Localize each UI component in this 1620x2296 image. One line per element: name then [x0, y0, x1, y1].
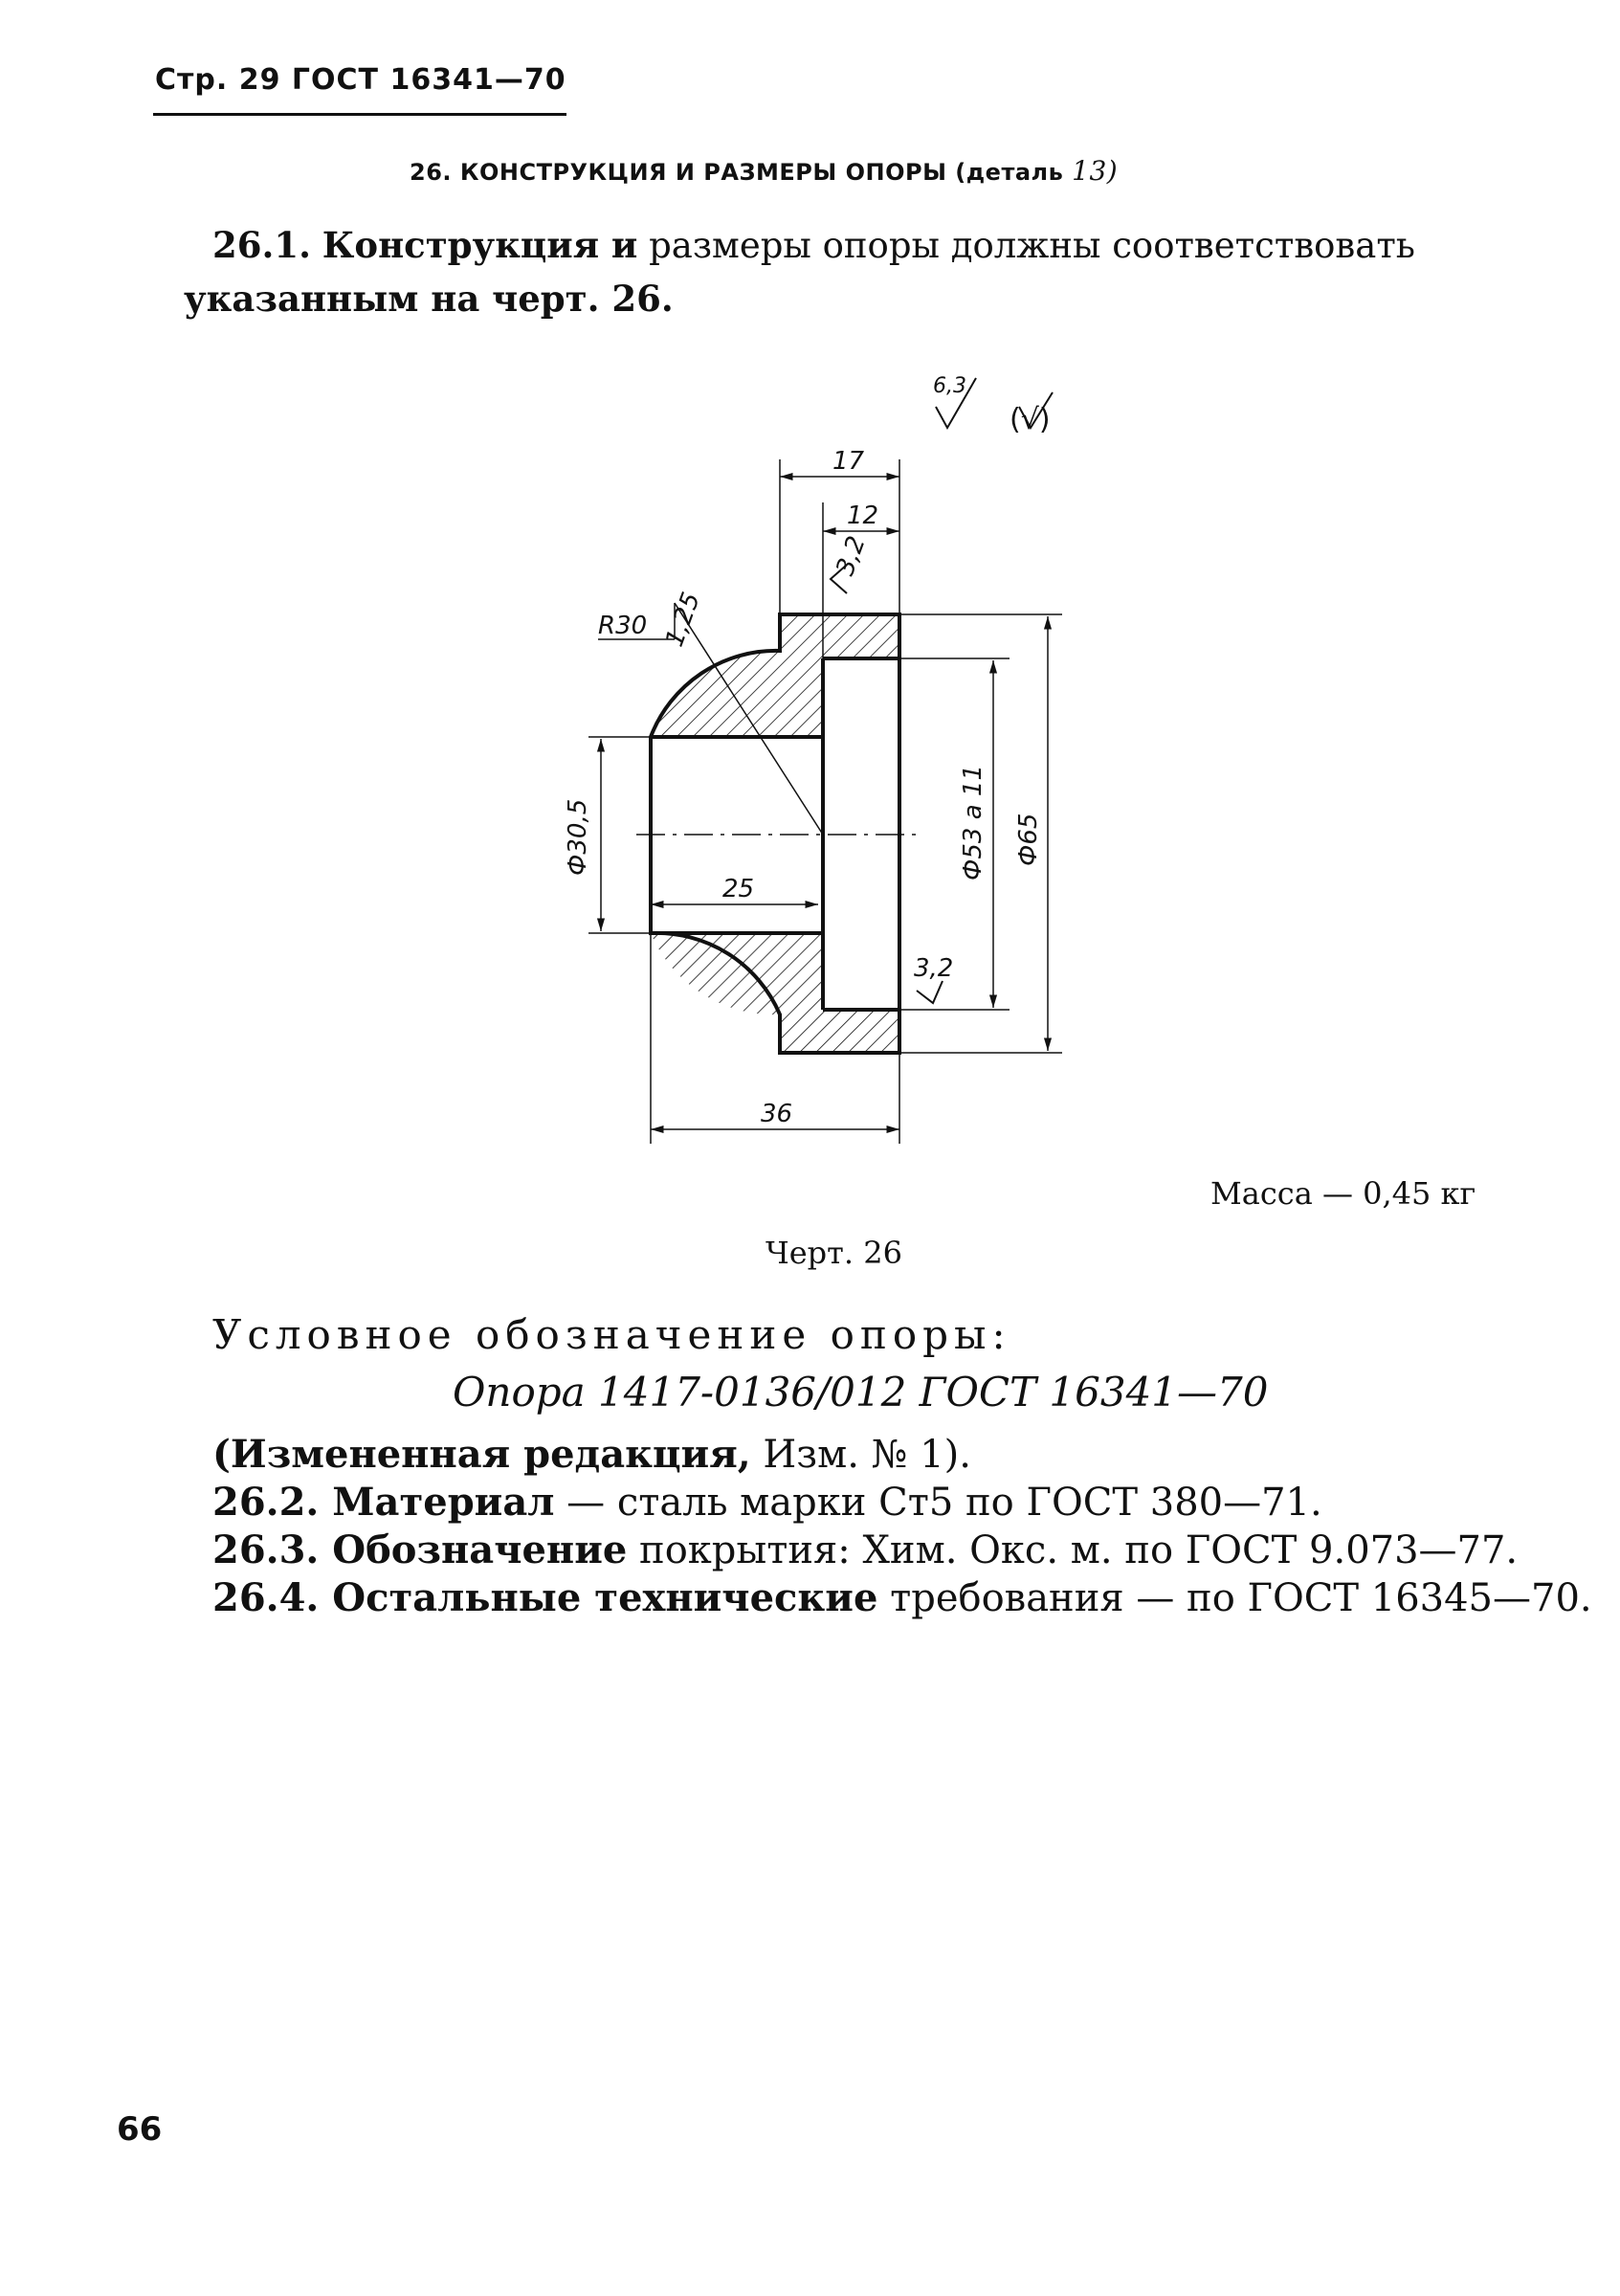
clause-26-1-line2: указанным на черт. 26. [184, 278, 674, 320]
amendment-bold: (Измененная редакция, [212, 1432, 751, 1477]
amendment-note [212, 1431, 1592, 1479]
figure-caption: Черт. 26 [766, 1235, 902, 1271]
dim-17: 17 [832, 447, 865, 476]
clause-26-3-rest: покрытия: Хим. Окс. м. по ГОСТ 9.073—77. [627, 1528, 1519, 1572]
clause-26-2-bold: 26.2. Материал [212, 1480, 555, 1525]
clause-26-2 [212, 1479, 1592, 1527]
clauses-block [212, 1431, 1592, 1622]
roughness-general: 6,3 [933, 374, 966, 398]
dim-d65: Ф65 [1014, 813, 1043, 866]
clause-26-1-number: 26.1. [212, 224, 311, 266]
clause-26-3-bold: 26.3. Обозначение [212, 1527, 628, 1572]
section-title-ref: 13) [1072, 155, 1119, 187]
roughness-other: (√) [1010, 403, 1051, 436]
clause-26-2-rest: — сталь марки Ст5 по ГОСТ 380—71. [554, 1481, 1322, 1525]
dim-25: 25 [722, 875, 755, 903]
section-title-text: 26. КОНСТРУКЦИЯ И РАЗМЕРЫ ОПОРЫ (деталь [410, 159, 1064, 186]
clause-26-1-bold: Конструкция и [322, 224, 638, 266]
page-number: 66 [117, 2110, 163, 2149]
amendment-rest: Изм. № 1). [750, 1433, 971, 1477]
clause-26-4-bold: 26.4. Остальные технические [212, 1575, 878, 1620]
mass-label: Масса — 0,45 кг [1210, 1175, 1476, 1212]
clause-26-4-rest: требования — по ГОСТ 16345—70. [877, 1576, 1592, 1620]
designation-value: Опора 1417-0136/012 ГОСТ 16341—70 [453, 1369, 1269, 1415]
dim-36: 36 [761, 1100, 793, 1128]
clause-26-1-rest: размеры опоры должны соответствовать [637, 225, 1415, 266]
page-header: Стр. 29 ГОСТ 16341—70 [155, 63, 566, 97]
clause-26-4 [212, 1574, 1592, 1622]
dim-d30-5: Ф30,5 [564, 798, 592, 876]
rough-3-2-top: 3,2 [831, 532, 872, 580]
rough-3-2-bottom: 3,2 [914, 954, 954, 983]
clause-26-3 [212, 1527, 1592, 1574]
section-bottom [651, 933, 899, 1053]
dim-12: 12 [847, 502, 879, 530]
dim-1-25: 1,25 [659, 589, 706, 651]
dim-d53: Ф53 а 11 [959, 764, 988, 881]
designation-label: Условное обозначение опоры: [212, 1311, 1011, 1358]
dim-r30: R30 [598, 612, 648, 640]
